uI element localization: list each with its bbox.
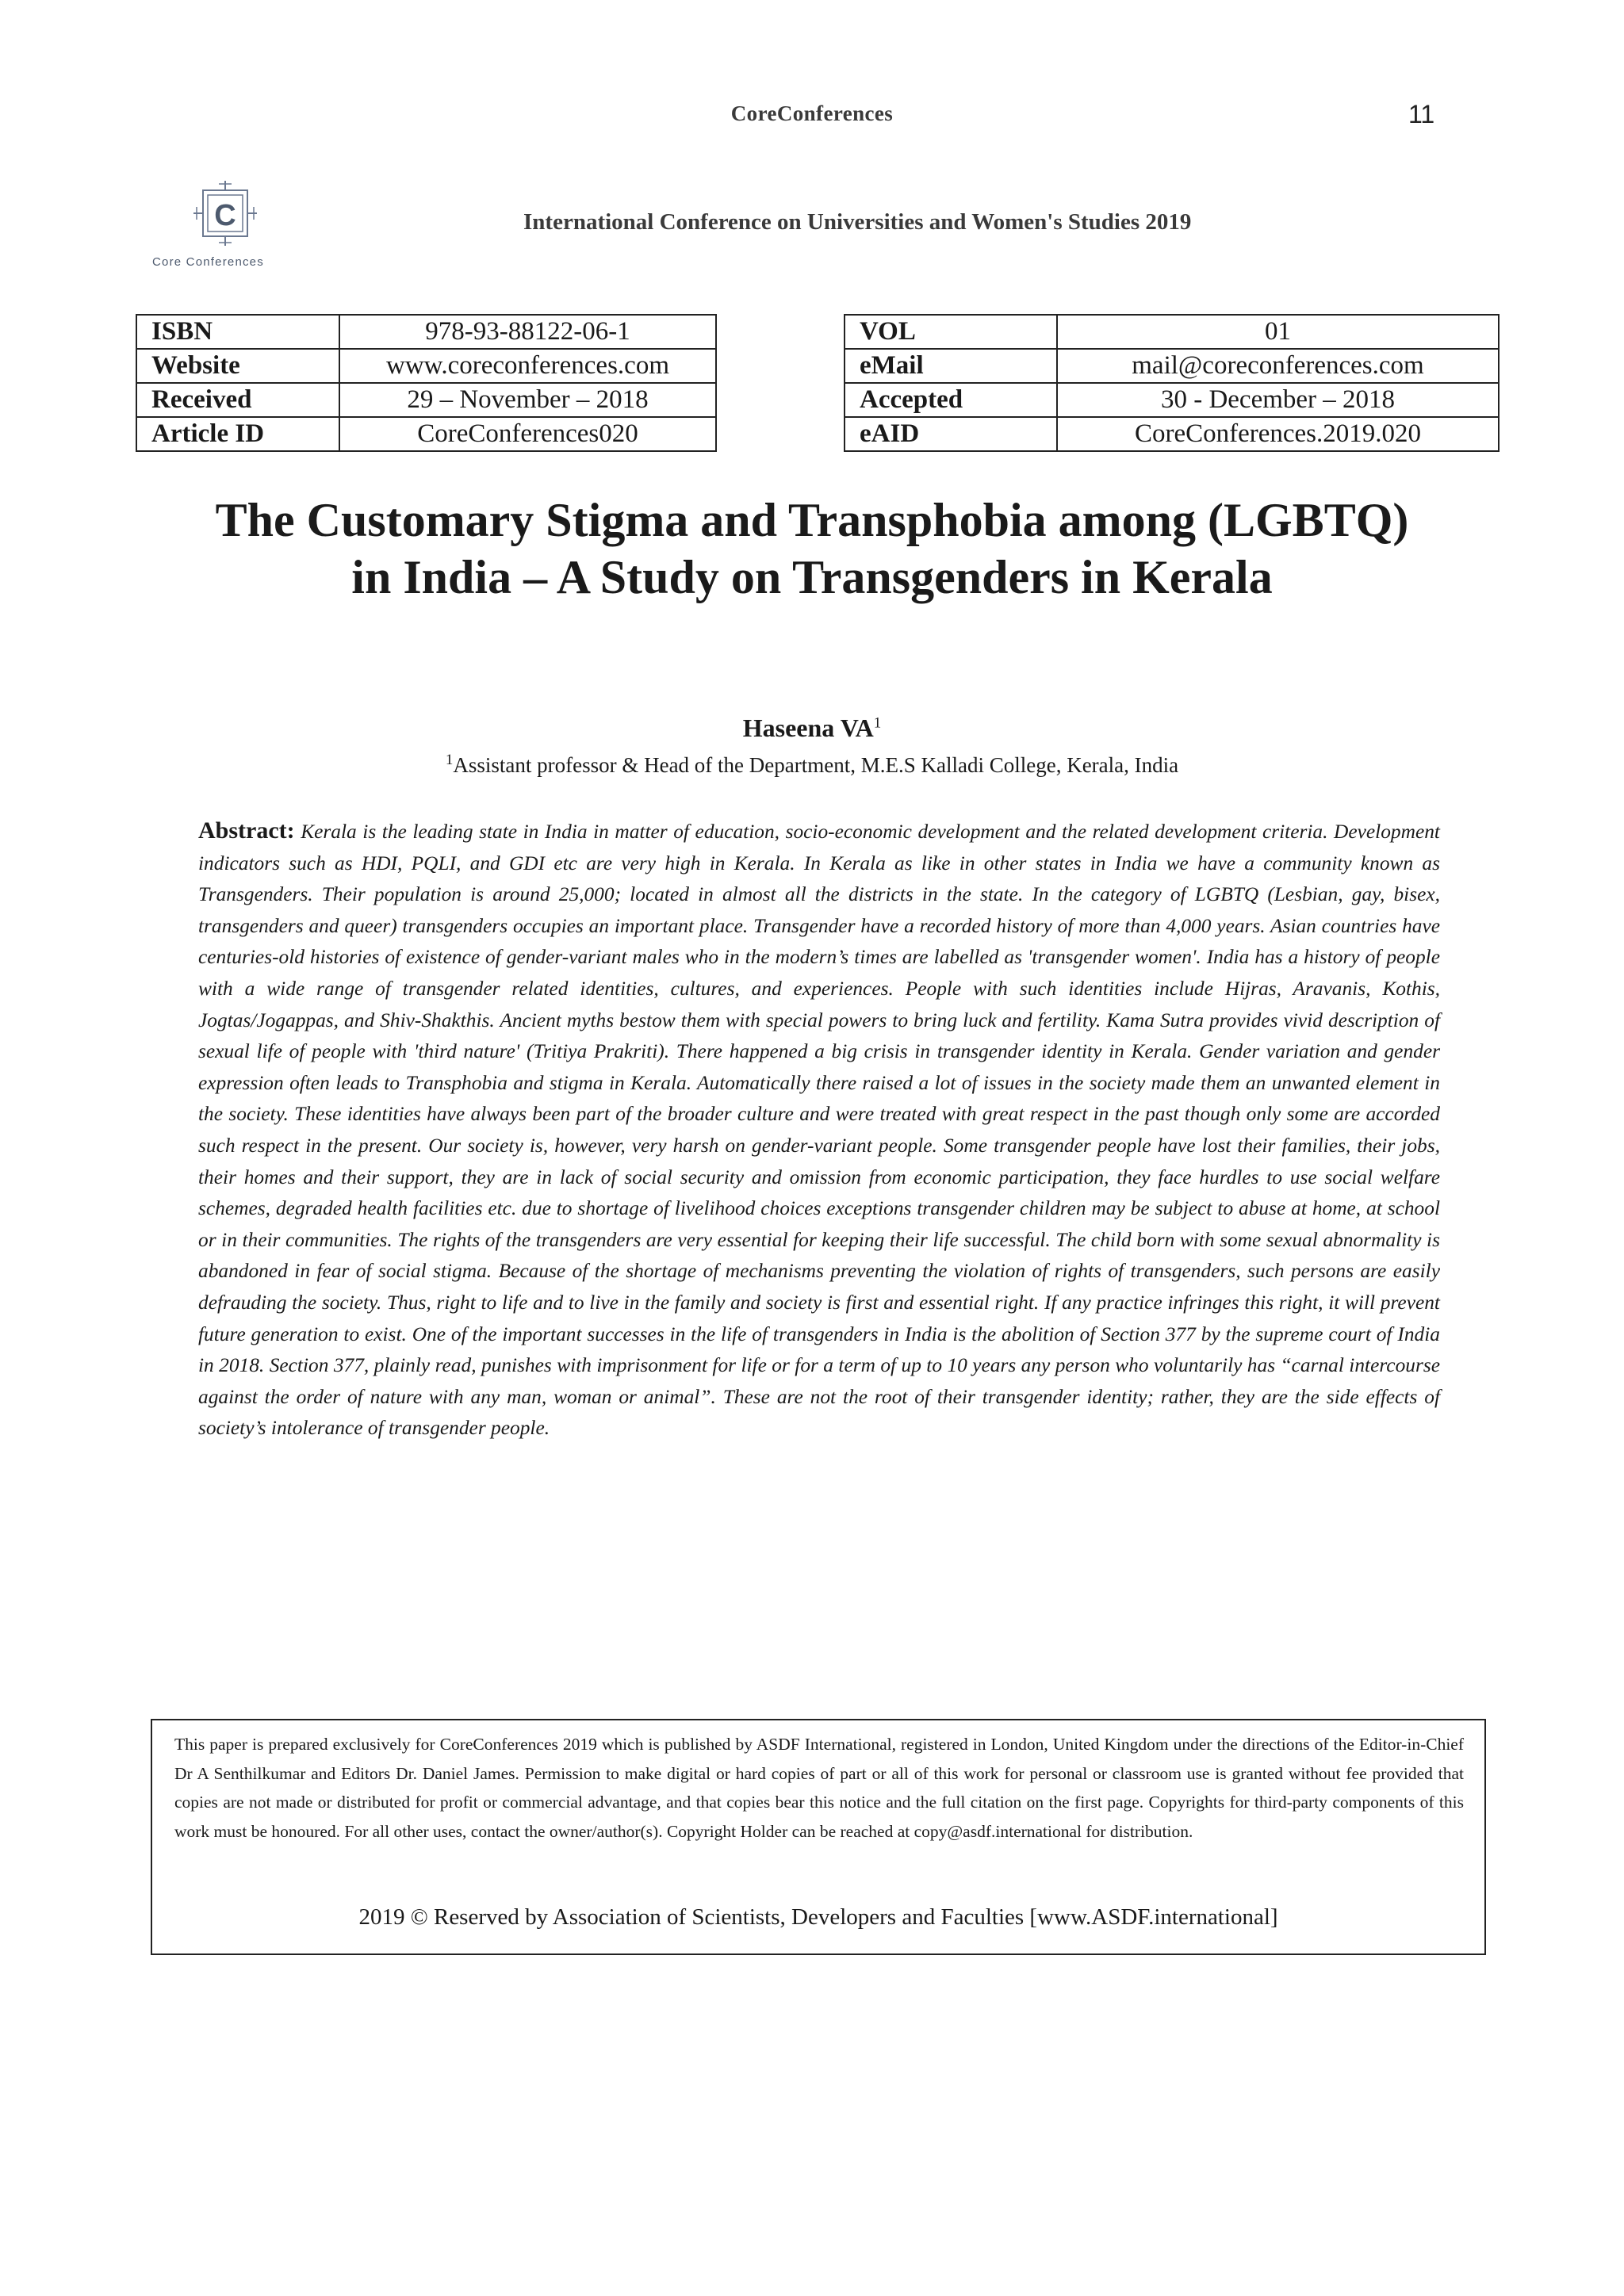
meta-value: CoreConferences020	[339, 417, 716, 451]
abstract-label: Abstract:	[198, 817, 295, 844]
meta-value: 978-93-88122-06-1	[339, 315, 716, 349]
meta-row-email	[845, 349, 1499, 383]
meta-value: mail@coreconferences.com	[1057, 349, 1499, 383]
meta-key: Article ID	[136, 417, 339, 451]
svg-text:C: C	[214, 199, 236, 232]
article-meta-table-right	[844, 314, 1500, 452]
meta-key: eMail	[845, 349, 1057, 383]
logo-caption: Core Conferences	[152, 255, 264, 269]
meta-key: Website	[136, 349, 339, 383]
article-meta-table-left	[136, 314, 717, 452]
permission-notice: This paper is prepared exclusively for CoreConferences 2019 which is published by ASDF International, registered in London, United Kingdom under the directions of the Editor-in-Chief Dr A Senthilkumar and Editors Dr. Daniel James. Permission to make digital or hard copies of part or all of this work for personal or classroom use is granted without fee provided that copies are not made or distributed for profit or commercial advantage, and that copies bear this notice and the full citation on the first page. Copyrights for third-party components of this work must be honoured. For all other uses, contact the owner/author(s). Copyright Holder can be reached at copy@asdf.international for distribution.	[174, 1735, 1464, 1841]
conference-name: International Conference on Universities and Women's Studies 2019	[523, 209, 1192, 235]
abstract	[198, 815, 1440, 1445]
author-line	[0, 714, 1624, 743]
affiliation-line	[0, 752, 1624, 778]
affiliation-superscript: 1	[445, 752, 454, 768]
abstract-body: Kerala is the leading state in India in matter of education, socio-economic development and the related development criteria. Development indicators such as HDI, PQLI, and GDI etc are very high in Kerala. In Kerala as like in other states in India we have a community known as Transgenders. Their population is around 25,000; located in almost all the districts in the state. In the category of LGBTQ (Lesbian, gay, bisex, transgenders and queer) transgenders occupies an important place. Transgender have a recorded history of more than 4,000 years. Asian countries have centuries-old histories of existence of gender-variant males who in the modern’s times are labelled as 'transgender women'. India has a history of people with a wide range of transgender related identities, cultures, and experiences. People with such identities include Hijras, Aravanis, Kothis, Jogtas/Jogappas, and Shiv-Shakthis. Ancient myths bestow them with special powers to bring luck and fertility. Kama Sutra provides vivid description of sexual life of people with 'third nature' (Tritiya Prakriti). There happened a big crisis in transgender identity in Kerala. Gender variation and gender expression often leads to Transphobia and stigma in Kerala. Automatically there raised a lot of issues in the society made them an unwanted element in the society. These identities have always been part of the broader culture and were treated with great respect in the past though only some are accorded such respect in the present. Our society is, however, very harsh on gender-variant people. Some transgender people have lost their families, their jobs, their homes and their support, they are in lack of social security and omission from economic participation, they face hurdles to use social welfare schemes, degraded health facilities etc. due to shortage of livelihood choices exceptions transgender children may be subject to abuse at home, at school or in their communities. The rights of the transgenders are very essential for keeping their life successful. The child born with some sexual abnormality is abandoned in fear of social stigma. Because of the shortage of mechanisms preventing the violation of rights of transgenders, such persons are easily defrauding the society. Thus, right to life and to live in the family and society is first and essential right. If any practice infringes this right, it will prevent future generation to exist. One of the important successes in the life of transgenders in India is the abolition of Section 377 by the supreme court of India in 2018. Section 377, plainly read, punishes with imprisonment for life or for a term of up to 10 years any person who voluntarily has “carnal intercourse against the order of nature with any man, woman or animal”. These are not the root of their transgender identity; rather, they are the side effects of society’s intolerance of transgender people.	[198, 821, 1440, 1440]
meta-key: ISBN	[136, 315, 339, 349]
copyright-notice-box	[151, 1719, 1486, 1955]
meta-row-article-id	[136, 417, 716, 451]
paper-title: The Customary Stigma and Transphobia among (LGBTQ) in India – A Study on Transgenders in Kerala	[215, 494, 1409, 603]
meta-row-vol	[845, 315, 1499, 349]
meta-value: 30 - December – 2018	[1057, 383, 1499, 417]
meta-row-received	[136, 383, 716, 417]
meta-row-isbn	[136, 315, 716, 349]
meta-key: Received	[136, 383, 339, 417]
author-superscript: 1	[873, 714, 882, 732]
meta-row-website	[136, 349, 716, 383]
page-number: 11	[1408, 100, 1435, 128]
author-name: Haseena VA	[742, 714, 874, 742]
meta-row-accepted	[845, 383, 1499, 417]
meta-value: 01	[1057, 315, 1499, 349]
meta-key: Accepted	[845, 383, 1057, 417]
copyright-line: 2019 © Reserved by Association of Scientists, Developers and Faculties [www.ASDF.international]	[358, 1904, 1278, 1930]
meta-row-eaid	[845, 417, 1499, 451]
meta-value: www.coreconferences.com	[339, 349, 716, 383]
meta-key: eAID	[845, 417, 1057, 451]
running-head: CoreConferences	[730, 101, 894, 125]
affiliation-text: Assistant professor & Head of the Department, M.E.S Kalladi College, Kerala, India	[453, 753, 1179, 777]
meta-value: 29 – November – 2018	[339, 383, 716, 417]
meta-value: CoreConferences.2019.020	[1057, 417, 1499, 451]
meta-key: VOL	[845, 315, 1057, 349]
